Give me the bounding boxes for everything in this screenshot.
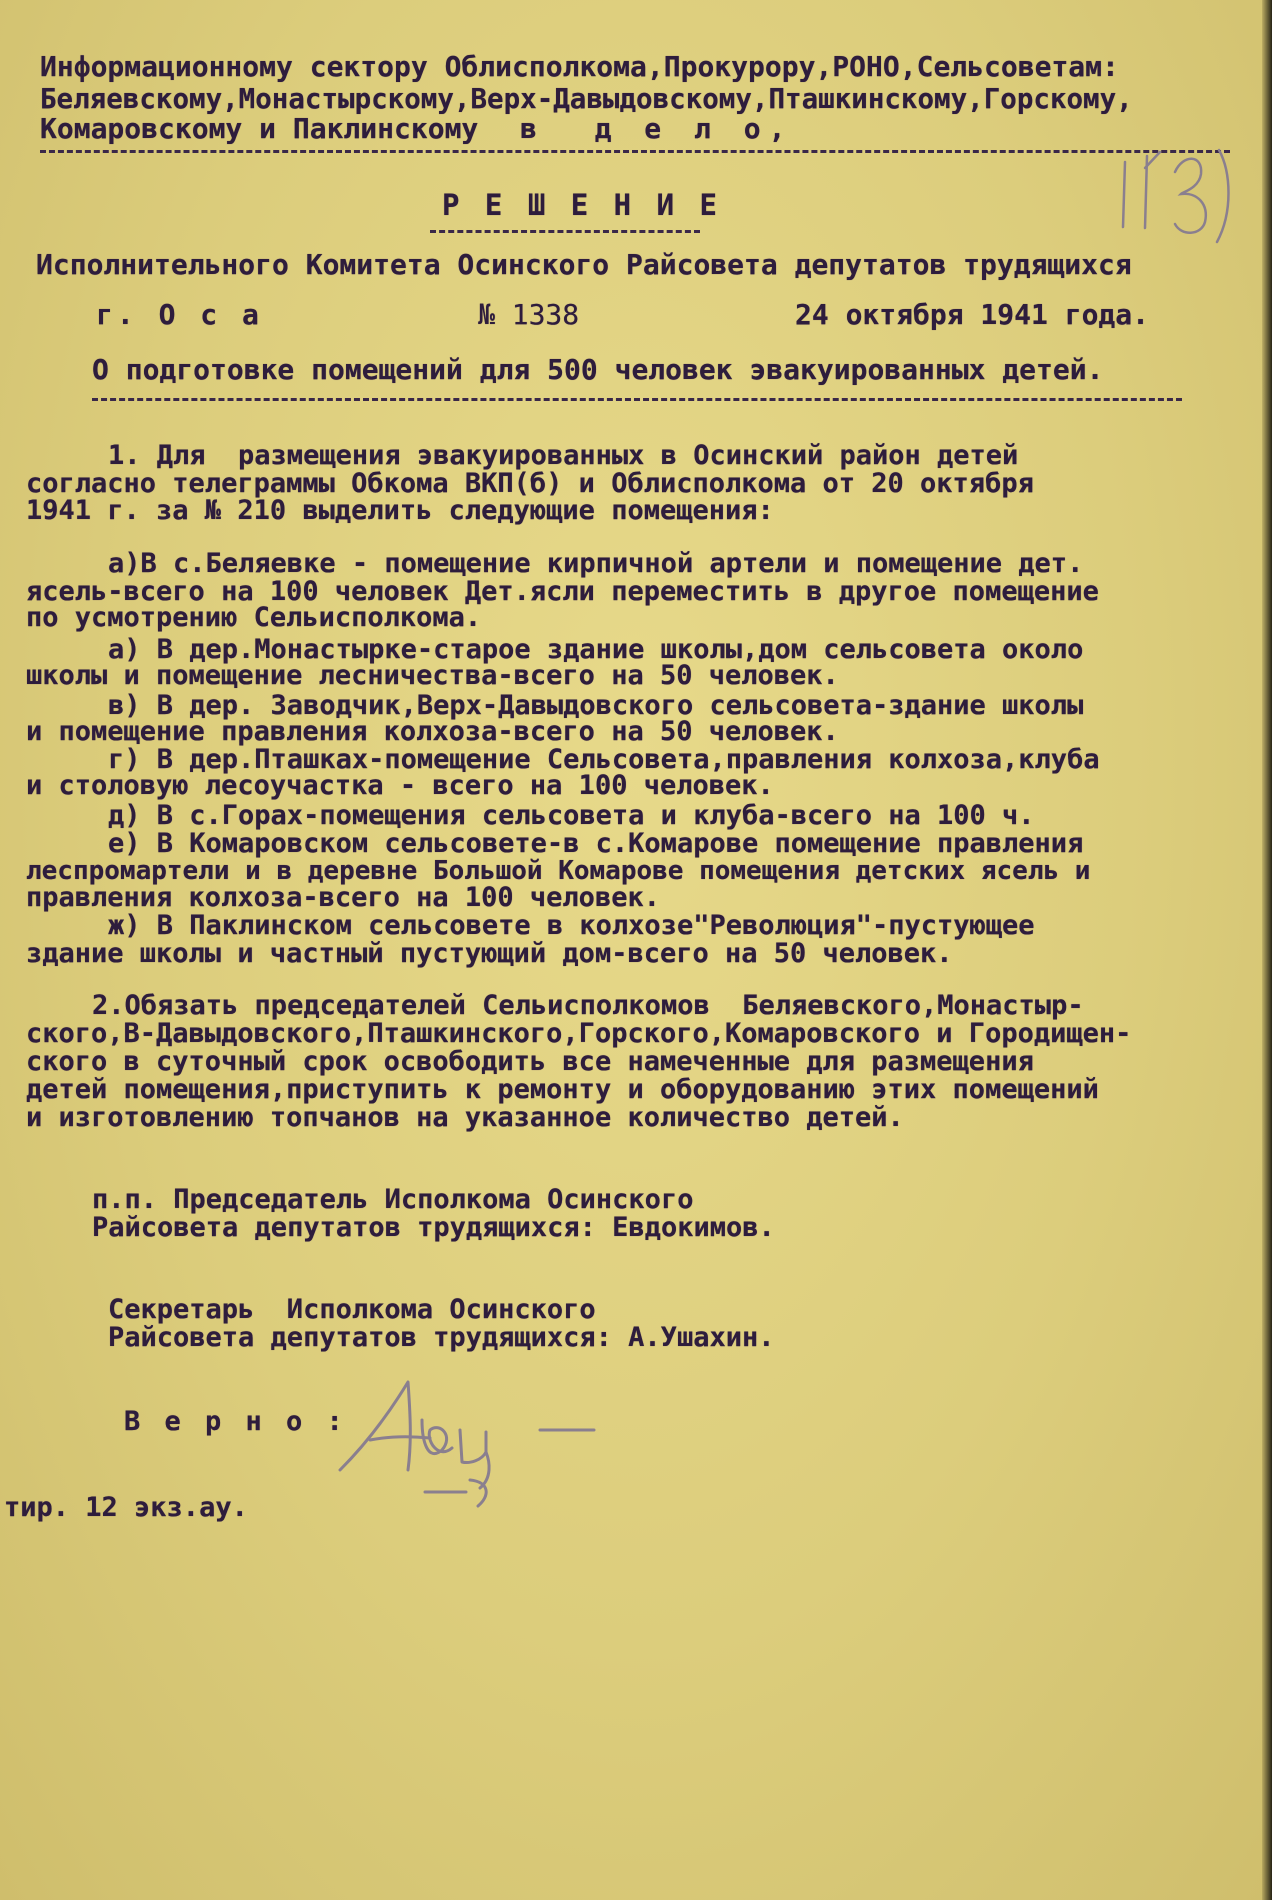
item-1-line-3: 1941 г. за № 210 выделить следующие помещения: bbox=[26, 495, 774, 526]
handwritten-signature bbox=[330, 1370, 610, 1510]
subitem-line: а) В дер.Монастырке-старое здание школы,дом сельсовета около bbox=[108, 634, 1084, 665]
subitem-line: а)В с.Беляевке - помещение кирпичной артели и помещение дет. bbox=[108, 548, 1084, 579]
item-2-line-4: детей помещения,приступить к ремонту и оборудованию этих помещений bbox=[26, 1074, 1099, 1105]
subject-underline bbox=[92, 398, 1182, 401]
subitem-line: по усмотрению Сельисполкома. bbox=[26, 602, 482, 633]
subitem-line: здание школы и частный пустующий дом-всего на 50 человек. bbox=[26, 938, 953, 969]
distribution-line-1: Информационному сектору Облисполкома,Прокурору,РОНО,Сельсоветам: bbox=[40, 50, 1119, 83]
subitem-line: ж) В Паклинском сельсовете в колхозе"Революция"-пустующее bbox=[108, 910, 1035, 941]
subitem-line: е) В Комаровском сельсовете-в с.Комарове помещение правления bbox=[108, 828, 1084, 859]
title-underline bbox=[430, 230, 700, 233]
decision-subject: О подготовке помещений для 500 человек эвакуированных детей. bbox=[92, 353, 1104, 386]
item-2-line-3: ского в суточный срок освободить все намеченные для размещения bbox=[26, 1046, 1034, 1077]
subitem-line: школы и помещение лесничества-всего на 50 человек. bbox=[26, 660, 839, 691]
subitem-line: правления колхоза-всего на 100 человек. bbox=[26, 882, 660, 913]
item-2-line-2: ского,В-Давыдовского,Пташкинского,Горского,Комаровского и Городищен- bbox=[26, 1018, 1132, 1049]
item-2-line-5: и изготовлению топчанов на указанное количество детей. bbox=[26, 1102, 904, 1133]
secretary-signature-line-2: Райсовета депутатов трудящихся: А.Ушахин. bbox=[108, 1322, 775, 1353]
verified-label: В е р н о : bbox=[124, 1406, 347, 1437]
subitem-line: в) В дер. Заводчик,Верх-Давыдовского сельсовета-здание школы bbox=[108, 690, 1084, 721]
secretary-signature-line-1: Секретарь Исполкома Осинского bbox=[108, 1294, 596, 1325]
decision-date: 24 октября 1941 года. bbox=[795, 298, 1150, 331]
place: г. О с а bbox=[96, 298, 263, 331]
document-title: Р Е Ш Е Н И Е bbox=[442, 188, 721, 222]
decision-number: № 1338 bbox=[478, 298, 580, 331]
subitem-line: ясель-всего на 100 человек Дет.ясли переместить в другое помещение bbox=[26, 576, 1099, 607]
subitem-line: леспромартели и в деревне Большой Комарове помещения детских ясель и bbox=[26, 856, 1091, 886]
header-divider bbox=[40, 150, 1230, 153]
distribution-line-2: Беляевскому,Монастырскому,Верх-Давыдовскому,Пташкинскому,Горскому, bbox=[40, 83, 1133, 115]
issuing-body: Исполнительного Комитета Осинского Райсовета депутатов трудящихся bbox=[36, 248, 1132, 281]
subitem-line: и помещение правления колхоза-всего на 50 человек. bbox=[26, 716, 839, 747]
distribution-case-file: в д е л о, bbox=[520, 112, 794, 145]
copies-note: тир. 12 экз.ау. bbox=[4, 1492, 248, 1523]
subitem-line: д) В с.Горах-помещения сельсовета и клуба-всего на 100 ч. bbox=[108, 800, 1035, 831]
subitem-line: и столовую лесоучастка - всего на 100 человек. bbox=[26, 770, 774, 801]
item-1-line-2: согласно телеграммы Обкома ВКП(б) и Облисполкома от 20 октября bbox=[26, 468, 1034, 499]
chair-signature-line-2: Райсовета депутатов трудящихся: Евдокимов. bbox=[92, 1212, 775, 1243]
item-2-line-1: 2.Обязать председателей Сельисполкомов Беляевского,Монастыр- bbox=[92, 990, 1084, 1021]
chair-signature-line-1: п.п. Председатель Исполкома Осинского bbox=[92, 1184, 694, 1215]
subitem-line: г) В дер.Пташках-помещение Сельсовета,правления колхоза,клуба bbox=[108, 744, 1100, 775]
archive-folio-number bbox=[1105, 132, 1245, 252]
distribution-line-3: Комаровскому и Паклинскому bbox=[40, 112, 479, 145]
item-1-line-1: 1. Для размещения эвакуированных в Осинский район детей bbox=[108, 440, 1019, 471]
